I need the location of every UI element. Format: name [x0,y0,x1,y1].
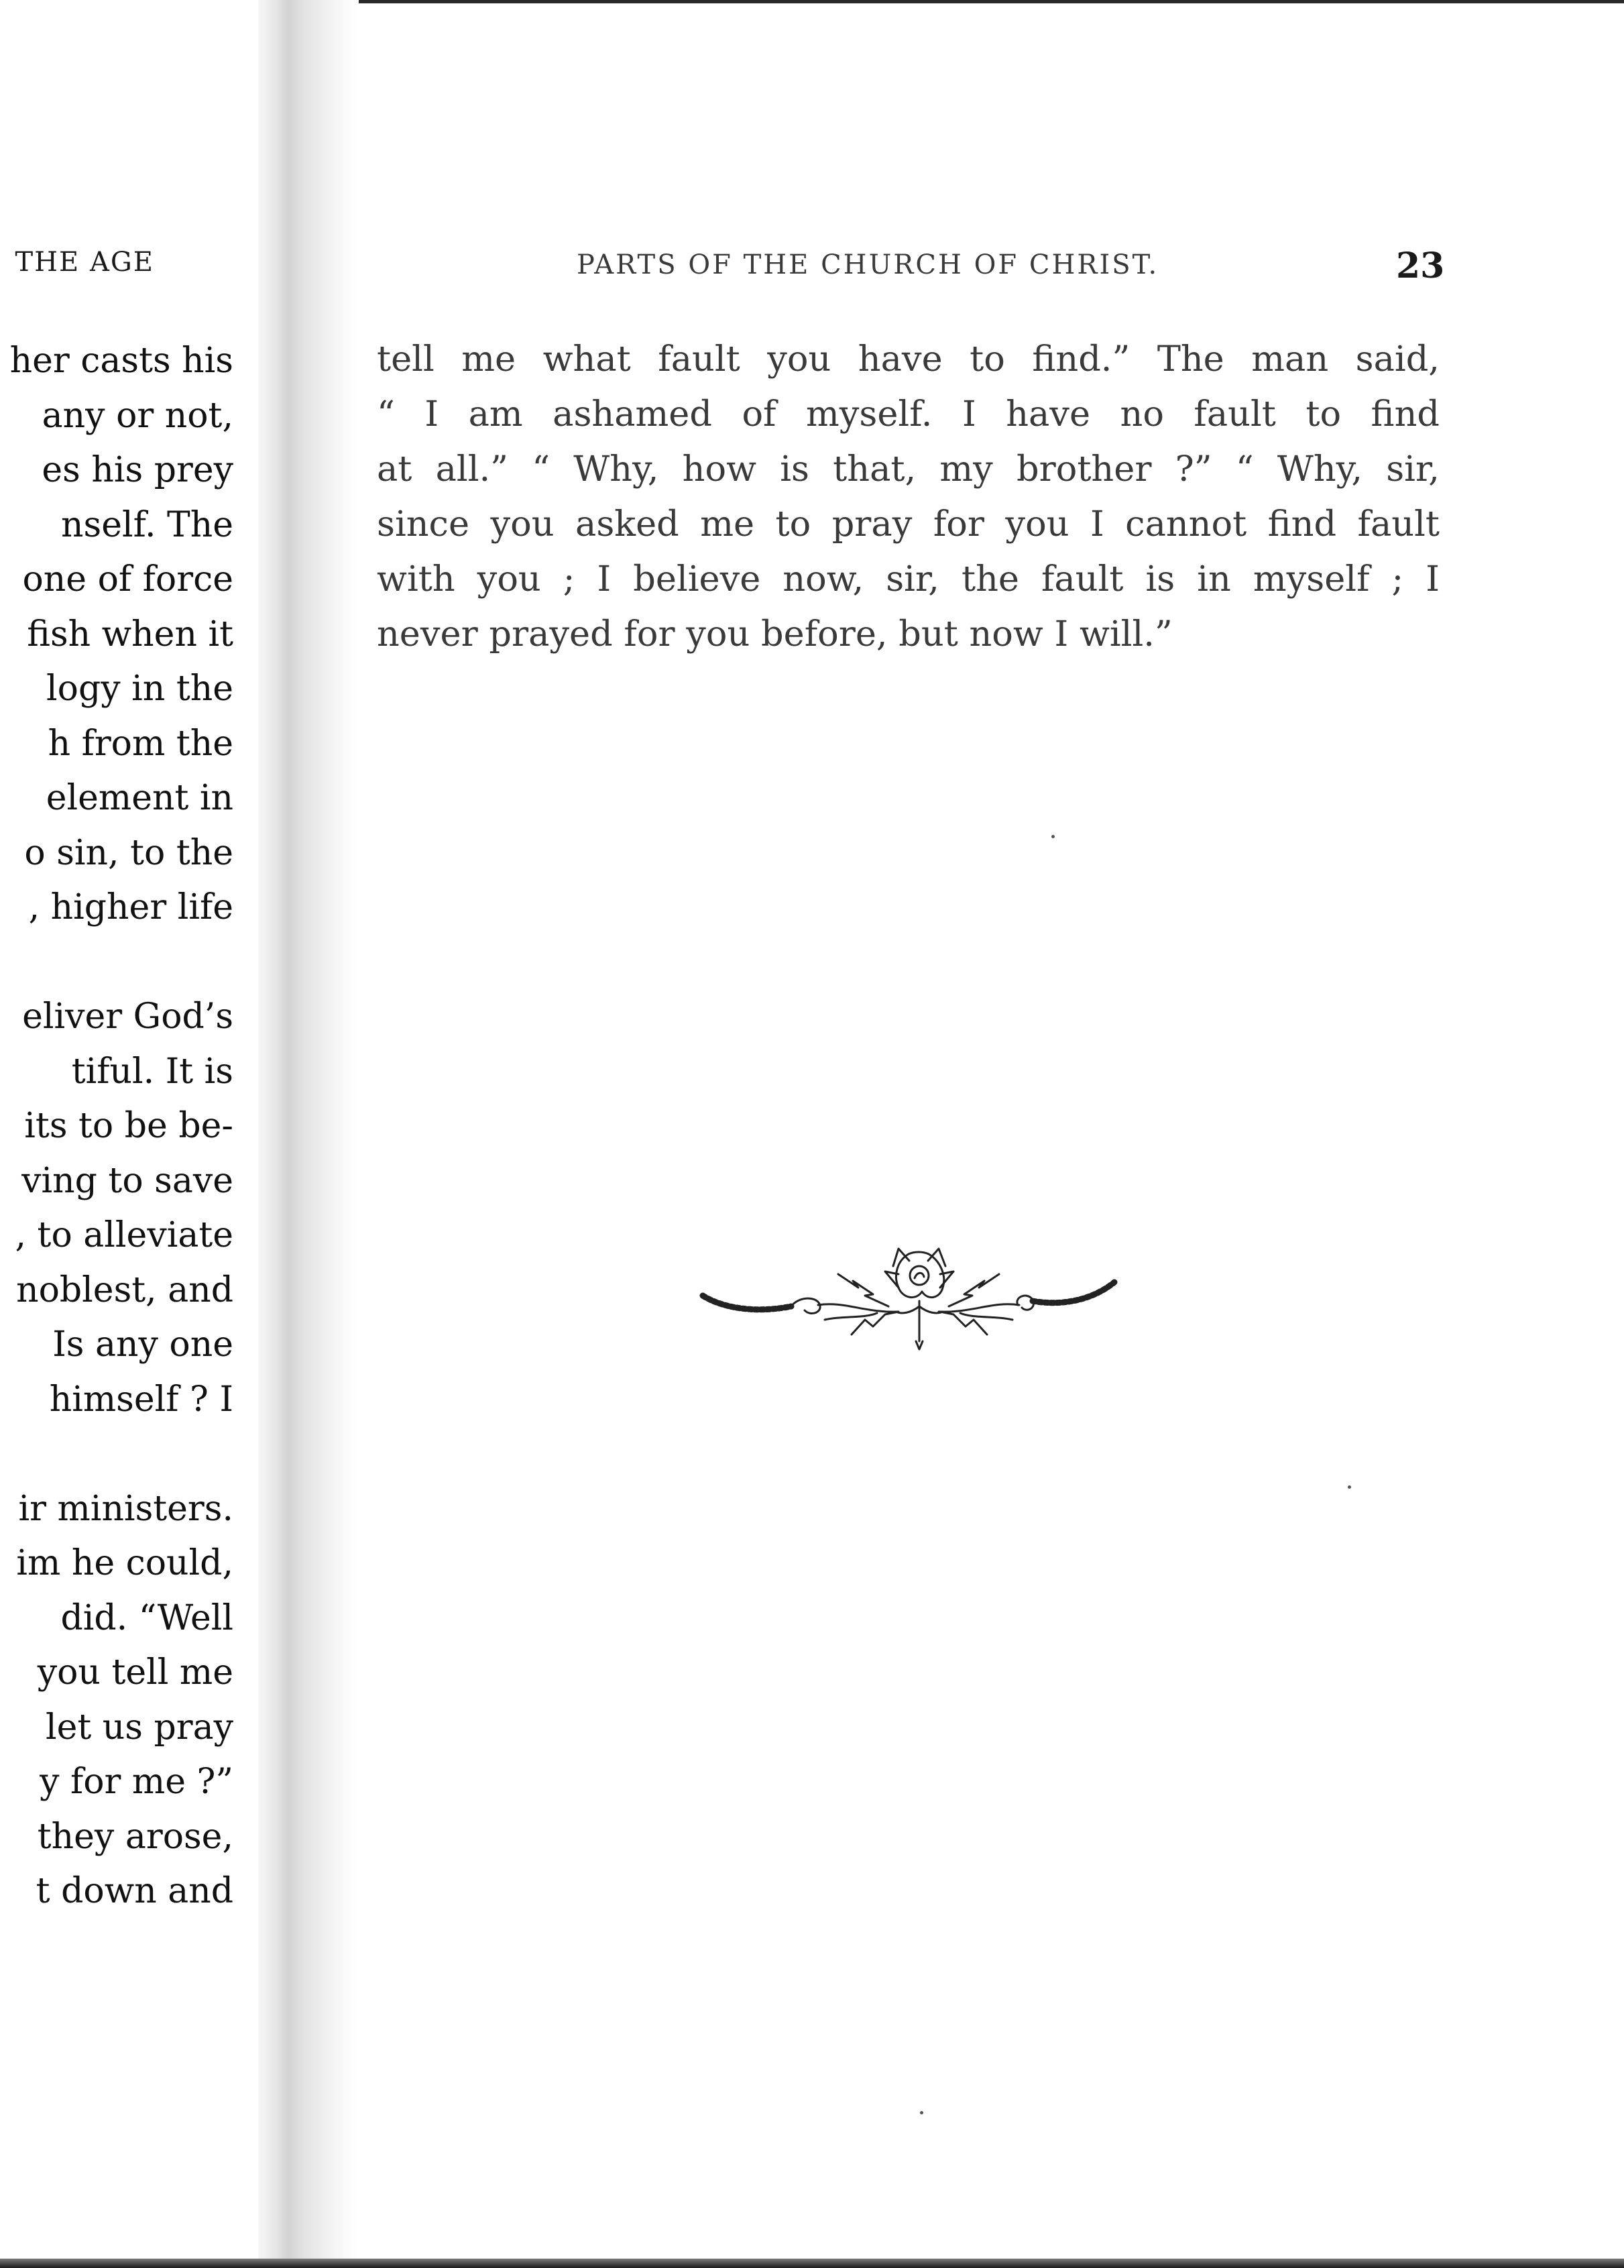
page-body [377,332,1440,662]
text-line: never prayed for you before, but now I will.” [377,614,1173,655]
text-line: , to alleviate [15,1215,233,1255]
text-line: they arose, [37,1816,233,1857]
text-line: logy in the [46,669,233,709]
left-page [0,0,255,2259]
text-line: o sin, to the [24,832,233,873]
left-page-text [10,334,233,1919]
text-line: nself. The [61,504,233,545]
text-line: im he could, [16,1543,233,1583]
text-line: let us pray [45,1707,233,1748]
text-line: any or not, [42,395,233,436]
text-line: es his prey [42,450,233,490]
text-line: Is any one [52,1324,233,1365]
text-line: you tell me [37,1652,233,1693]
text-line: , higher life [28,887,233,927]
paragraph-break [10,1427,233,1482]
floral-ornament-icon [697,1234,1120,1361]
text-line: one of force [22,559,233,600]
paragraph-break [10,935,233,990]
page-number: 23 [1396,245,1445,286]
print-speck [1348,1485,1351,1489]
left-page-header: THE AGE [15,247,154,278]
text-line: “ I am ashamed of myself. I have no fault to find [377,394,1440,435]
text-line: tell me what fault you have to find.” The man said, [377,339,1440,380]
text-line: himself ? I [49,1379,233,1420]
text-line: eliver God’s [22,997,233,1037]
text-line: h from the [48,723,233,764]
print-speck [920,2111,923,2114]
text-line: ir ministers. [18,1488,233,1529]
text-line: did. “Well [60,1597,233,1638]
scan-bottom-edge [0,2259,1624,2268]
scan-top-edge [288,0,1624,3]
print-speck [1051,835,1055,838]
text-line: its to be be- [24,1106,233,1146]
running-head: PARTS OF THE CHURCH OF CHRIST. [577,249,1159,280]
text-line: at all.” “ Why, how is that, my brother ?” “ Why, sir, [377,449,1440,490]
page-gutter [258,0,359,2259]
text-line: her casts his [9,341,233,381]
text-line: fish when it [27,614,233,655]
text-line: noblest, and [16,1269,233,1310]
text-line: element in [46,778,233,818]
text-line: y for me ?” [40,1762,233,1802]
text-line: with you ; I believe now, sir, the fault is in myself ; I [377,559,1440,600]
text-line: t down and [36,1871,233,1911]
text-line: since you asked me to pray for you I cannot find fault [377,504,1440,545]
text-line: ving to save [21,1160,233,1201]
text-line: tiful. It is [71,1051,233,1092]
